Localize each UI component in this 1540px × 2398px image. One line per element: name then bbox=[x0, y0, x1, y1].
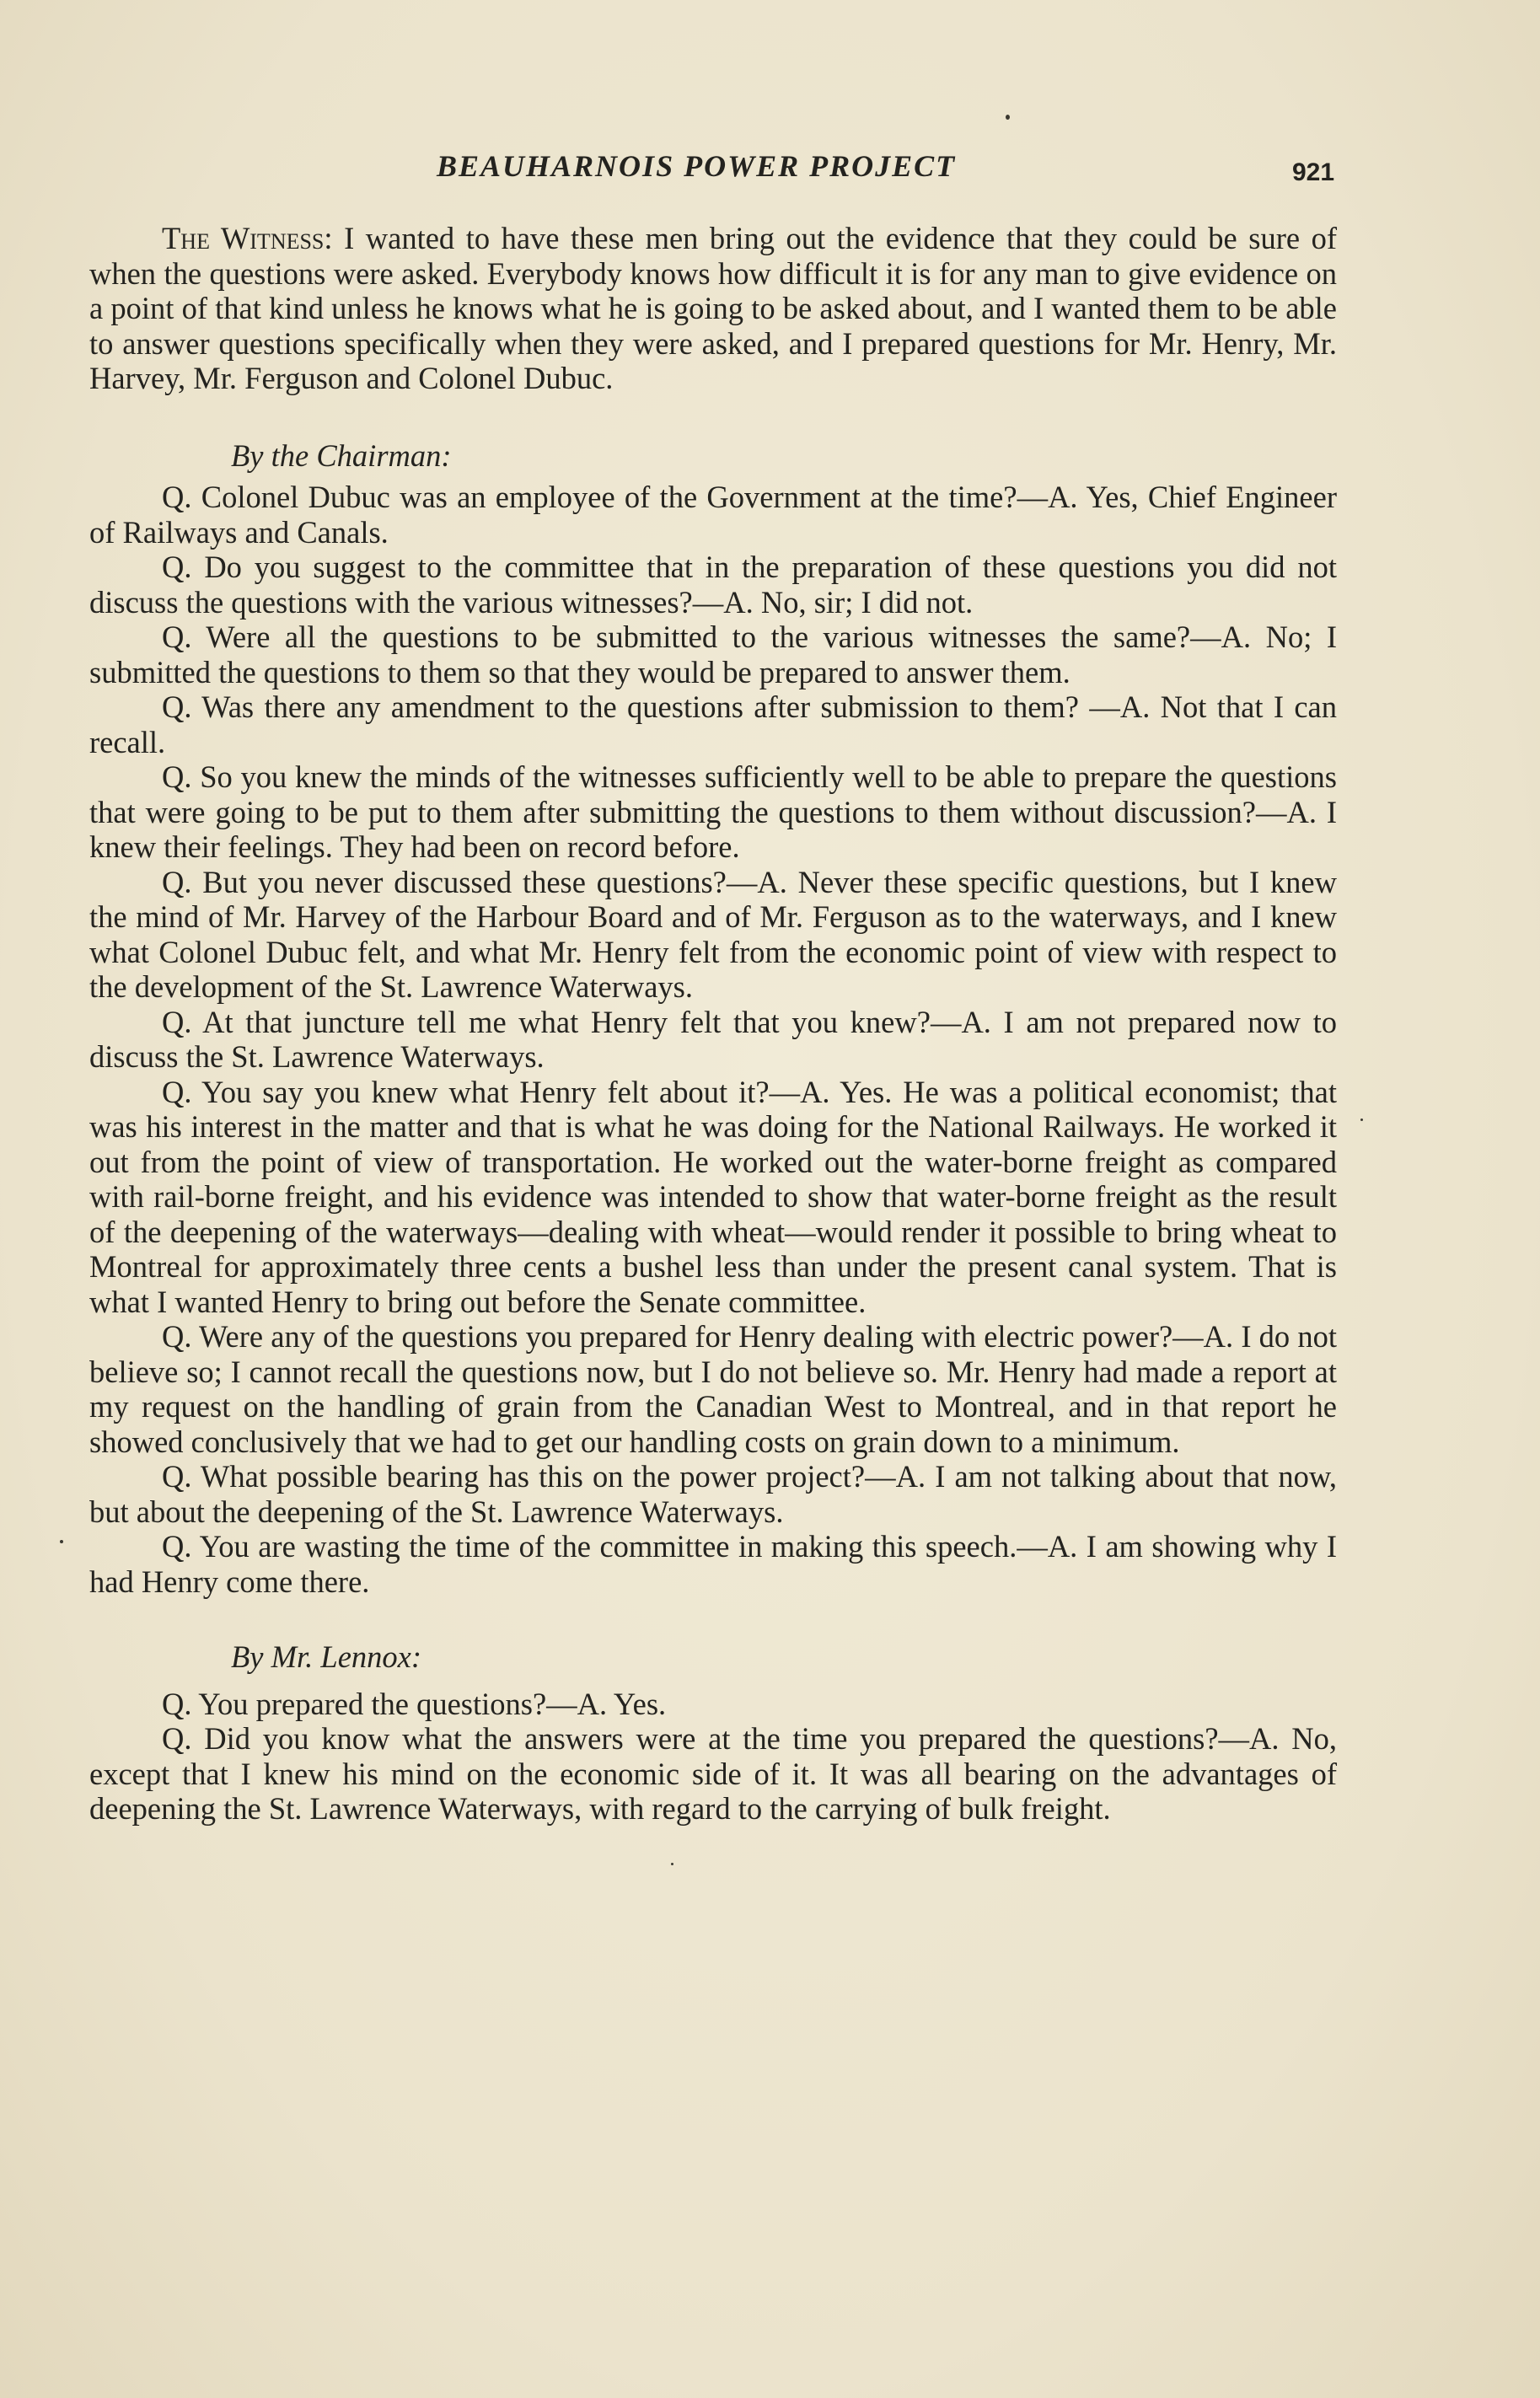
qa-paragraph: Q. Colonel Dubuc was an employee of the Government at the time?—A. Yes, Chief Engineer of Railways and Canals. bbox=[89, 480, 1337, 550]
qa-paragraph: Q. Do you suggest to the committee that in the preparation of these questions you did not discuss the questions with the various witnesses?—A. No, sir; I did not. bbox=[89, 550, 1337, 620]
section-heading-lennox: By Mr. Lennox: bbox=[231, 1639, 422, 1674]
qa-paragraph: Q. What possible bearing has this on the power project?—A. I am not talking about that now, but about the deepening of the St. Lawrence Waterways. bbox=[89, 1459, 1337, 1529]
running-head-title: BEAUHARNOIS POWER PROJECT bbox=[437, 149, 957, 183]
section-heading-chairman: By the Chairman: bbox=[231, 437, 452, 473]
qa-paragraph: Q. Were all the questions to be submitted to the various witnesses the same?—A. No; I submitted the questions to them so that they would be prepared to answer them. bbox=[89, 620, 1337, 689]
qa-paragraph: Q. Did you know what the answers were at the time you prepared the questions?—A. No, except that I knew his mind on the economic side of it. It was all bearing on the advantages of deepening the St. Lawrence Waterways, with regard to the carrying of bulk freight. bbox=[89, 1721, 1337, 1826]
qa-paragraph: Q. You are wasting the time of the committee in making this speech.—A. I am showing why I had Henry come there. bbox=[89, 1529, 1337, 1599]
page-number: 921 bbox=[1292, 158, 1335, 186]
qa-paragraph: Q. Were any of the questions you prepared for Henry dealing with electric power?—A. I do not believe so; I cannot recall the questions now, but I do not believe so. Mr. Henry had made a report at my request on the handling of grain from the Canadian West to Montreal, and in that report he showed conclusively that we had to get our handling costs on grain down to a minimum. bbox=[89, 1319, 1337, 1459]
qa-paragraph: Q. You say you knew what Henry felt about it?—A. Yes. He was a political economist; that was his interest in the matter and that is what he was doing for the National Railways. He worked it out from the point of view of transportation. He worked out the water-borne freight as compared with rail-borne freight, and his evidence was intended to show that water-borne freight as the result of the deepening of the waterways—dealing with wheat—would render it possible to bring wheat to Montreal for approximately three cents a bushel less than under the present canal system. That is what I wanted Henry to bring out before the Senate committee. bbox=[89, 1074, 1337, 1319]
qa-paragraph: Q. At that juncture tell me what Henry felt that you knew?—A. I am not prepared now to discuss the St. Lawrence Waterways. bbox=[89, 1004, 1337, 1074]
running-header bbox=[0, 143, 1540, 194]
qa-paragraph: Q. Was there any amendment to the questions after submission to them? —A. Not that I can recall. bbox=[89, 689, 1337, 759]
print-speck bbox=[1360, 1119, 1363, 1121]
qa-paragraph: Q. But you never discussed these questions?—A. Never these specific questions, but I knew the mind of Mr. Harvey of the Harbour Board and of Mr. Ferguson as to the waterways, and I knew what Colonel Dubuc felt, and what Mr. Henry felt from the economic point of view with respect to the development of the St. Lawrence Waterways. bbox=[89, 864, 1337, 1004]
transcript-body bbox=[89, 221, 1337, 1827]
qa-paragraph: Q. So you knew the minds of the witnesses sufficiently well to be able to prepare the questions that were going to be put to them after submitting the questions to them without discussion?—A. I knew their feelings. They had been on record before. bbox=[89, 759, 1337, 864]
print-speck bbox=[1006, 115, 1010, 120]
witness-statement bbox=[89, 221, 1337, 396]
print-speck bbox=[671, 1863, 673, 1865]
witness-statement-text: I wanted to have these men bring out the evidence that they could be sure of when the questions were asked. Everybody knows how difficult it is for any man to give evidence on a point of that kind unless he knows what he is going to be asked about, and I wanted them to be able to answer questions specifically when they were asked, and I prepared questions for Mr. Henry, Mr. Harvey, Mr. Ferguson and Colonel Dubuc. bbox=[89, 221, 1337, 395]
qa-paragraph: Q. You prepared the questions?—A. Yes. bbox=[162, 1686, 667, 1721]
print-speck bbox=[60, 1540, 63, 1543]
speaker-label: The Witness: bbox=[162, 221, 333, 255]
